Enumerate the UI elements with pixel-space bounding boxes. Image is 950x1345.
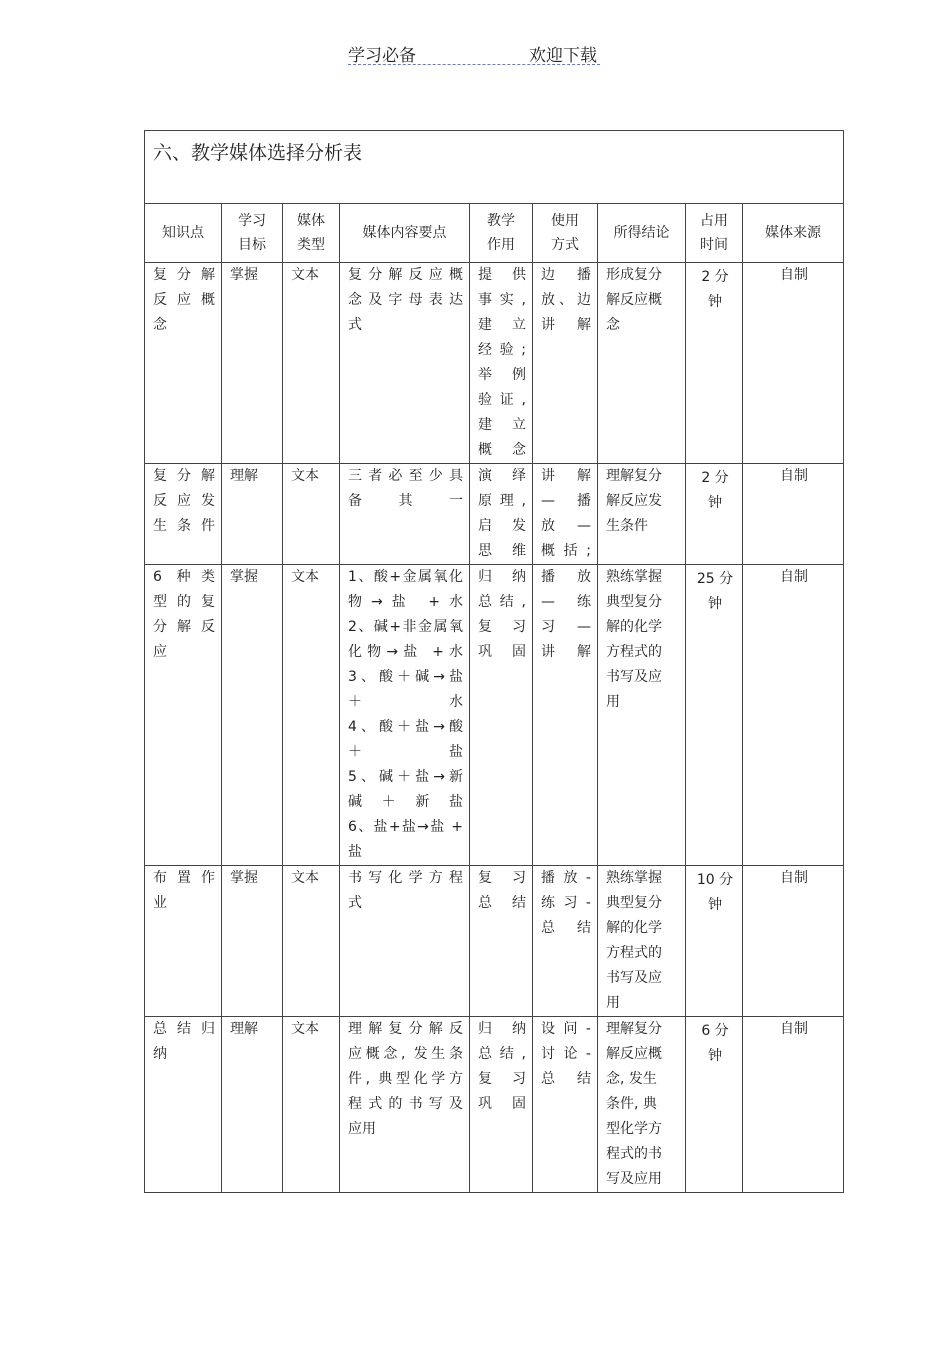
column-header-text: 类型 bbox=[297, 237, 325, 253]
source-cell: 自制 bbox=[743, 464, 844, 565]
role-cell-line: 总结 bbox=[478, 895, 526, 911]
page-header bbox=[348, 40, 600, 65]
role-cell-line: 复习 bbox=[478, 1071, 526, 1087]
method-cell-line: —播 bbox=[541, 493, 591, 509]
role-cell-line: 复习 bbox=[478, 619, 526, 635]
time-cell-line: 钟 bbox=[708, 897, 722, 913]
goal-cell: 理解 bbox=[222, 464, 283, 565]
method-cell-line: 播放- bbox=[541, 870, 591, 886]
role-cell-line: 验证, bbox=[478, 392, 526, 408]
conclusion-cell-line: 熟练掌握 bbox=[606, 569, 662, 585]
knowledge-cell-line: 复分解 bbox=[153, 468, 215, 484]
table-title: 六、教学媒体选择分析表 bbox=[145, 131, 844, 204]
content-cell-line: 复分解反应概 bbox=[348, 267, 463, 283]
conclusion-cell-line: 念 bbox=[606, 317, 620, 333]
column-header-text: 所得结论 bbox=[613, 225, 670, 241]
method-cell bbox=[533, 1017, 598, 1193]
content-cell-line: 备其一 bbox=[348, 493, 463, 509]
method-cell bbox=[533, 565, 598, 866]
content-cell-line: 2、碱+非金属氧 bbox=[348, 619, 463, 635]
column-header-text: 方式 bbox=[551, 237, 579, 253]
type-cell: 文本 bbox=[283, 565, 340, 866]
content-cell bbox=[340, 464, 470, 565]
content-cell bbox=[340, 866, 470, 1017]
method-cell-line: 放— bbox=[541, 518, 591, 534]
conclusion-cell-line: 程式的书 bbox=[606, 1146, 662, 1162]
method-cell-line: 边播 bbox=[541, 267, 591, 283]
role-cell bbox=[470, 1017, 533, 1193]
column-header bbox=[686, 204, 743, 263]
content-cell-line: 碱＋新盐 bbox=[348, 794, 463, 810]
table-header-row bbox=[145, 204, 844, 263]
role-cell bbox=[470, 866, 533, 1017]
type-cell: 文本 bbox=[283, 1017, 340, 1193]
column-header-text: 时间 bbox=[700, 237, 728, 253]
source-cell: 自制 bbox=[743, 263, 844, 464]
conclusion-cell-line: 写及应用 bbox=[606, 1171, 662, 1187]
goal-cell: 掌握 bbox=[222, 263, 283, 464]
role-cell-line: 总结, bbox=[478, 594, 526, 610]
role-cell-line: 演绎 bbox=[478, 468, 526, 484]
type-cell: 文本 bbox=[283, 866, 340, 1017]
column-header bbox=[470, 204, 533, 263]
conclusion-cell-line: 理解复分 bbox=[606, 468, 662, 484]
type-cell: 文本 bbox=[283, 263, 340, 464]
time-cell bbox=[686, 866, 743, 1017]
content-cell-line: 化物→盐 +水 bbox=[348, 644, 463, 660]
method-cell-line: 讨论- bbox=[541, 1046, 591, 1062]
column-header-text: 使用 bbox=[551, 213, 579, 229]
column-header bbox=[533, 204, 598, 263]
source-cell: 自制 bbox=[743, 1017, 844, 1193]
role-cell-line: 巩固 bbox=[478, 1096, 526, 1112]
role-cell-line: 归纳 bbox=[478, 1021, 526, 1037]
content-cell bbox=[340, 263, 470, 464]
content-cell-line: 4、酸＋盐→酸 bbox=[348, 719, 463, 735]
table-row bbox=[145, 866, 844, 1017]
conclusion-cell-line: 熟练掌握 bbox=[606, 870, 662, 886]
column-header-text: 占用 bbox=[700, 213, 728, 229]
content-cell-line: 式 bbox=[348, 895, 362, 911]
content-cell-line: 1、酸+金属氧化 bbox=[348, 569, 463, 585]
header-right-text: 欢迎下载 bbox=[529, 46, 597, 66]
knowledge-cell bbox=[145, 263, 222, 464]
source-cell: 自制 bbox=[743, 565, 844, 866]
conclusion-cell bbox=[598, 866, 686, 1017]
column-header-text: 目标 bbox=[238, 237, 266, 253]
method-cell-line: 习— bbox=[541, 619, 591, 635]
knowledge-cell bbox=[145, 565, 222, 866]
column-header bbox=[743, 204, 844, 263]
content-cell bbox=[340, 1017, 470, 1193]
conclusion-cell-line: 方程式的 bbox=[606, 644, 662, 660]
header-left-text: 学习必备 bbox=[348, 46, 416, 66]
content-cell-line: 式 bbox=[348, 317, 362, 333]
knowledge-cell-line: 业 bbox=[153, 895, 167, 911]
role-cell bbox=[470, 464, 533, 565]
knowledge-cell-line: 应 bbox=[153, 644, 167, 660]
content-cell-line: 3、酸＋碱→盐 bbox=[348, 669, 463, 685]
source-cell: 自制 bbox=[743, 866, 844, 1017]
conclusion-cell-line: 形成复分 bbox=[606, 267, 662, 283]
column-header-text: 知识点 bbox=[162, 225, 204, 241]
column-header-text: 教学 bbox=[487, 213, 515, 229]
time-cell-line: 2 分 bbox=[701, 470, 729, 486]
column-header bbox=[598, 204, 686, 263]
conclusion-cell bbox=[598, 565, 686, 866]
conclusion-cell-line: 典型复分 bbox=[606, 895, 662, 911]
knowledge-cell bbox=[145, 1017, 222, 1193]
conclusion-cell-line: 书写及应 bbox=[606, 970, 662, 986]
knowledge-cell-line: 反应概 bbox=[153, 292, 215, 308]
conclusion-cell-line: 理解复分 bbox=[606, 1021, 662, 1037]
conclusion-cell-line: 念, 发生 bbox=[606, 1071, 657, 1087]
conclusion-cell-line: 方程式的 bbox=[606, 945, 662, 961]
content-cell-line: 应概念, 发生条 bbox=[348, 1046, 463, 1062]
conclusion-cell bbox=[598, 263, 686, 464]
content-cell-line: ＋盐 bbox=[348, 744, 463, 760]
content-cell-line: 盐 bbox=[348, 844, 362, 860]
conclusion-cell-line: 解反应发 bbox=[606, 493, 662, 509]
column-header bbox=[145, 204, 222, 263]
content-cell bbox=[340, 565, 470, 866]
method-cell-line: 讲解 bbox=[541, 468, 591, 484]
method-cell-line: 讲解 bbox=[541, 317, 591, 333]
conclusion-cell-line: 解反应概 bbox=[606, 292, 662, 308]
role-cell-line: 举例 bbox=[478, 367, 526, 383]
conclusion-cell-line: 解的化学 bbox=[606, 920, 662, 936]
column-header-text: 学习 bbox=[238, 213, 266, 229]
method-cell-line: 播放 bbox=[541, 569, 591, 585]
conclusion-cell-line: 用 bbox=[606, 694, 620, 710]
method-cell bbox=[533, 263, 598, 464]
method-cell bbox=[533, 866, 598, 1017]
conclusion-cell-line: 用 bbox=[606, 995, 620, 1011]
column-header-text: 媒体来源 bbox=[765, 225, 822, 241]
content-cell-line: 书写化学方程 bbox=[348, 870, 463, 886]
time-cell bbox=[686, 464, 743, 565]
content-cell-line: 件, 典型化学方 bbox=[348, 1071, 463, 1087]
role-cell-line: 提供 bbox=[478, 267, 526, 283]
role-cell-line: 启发 bbox=[478, 518, 526, 534]
time-cell-line: 10 分 bbox=[696, 872, 734, 888]
conclusion-cell-line: 型化学方 bbox=[606, 1121, 662, 1137]
table-row bbox=[145, 1017, 844, 1193]
role-cell-line: 复习 bbox=[478, 870, 526, 886]
goal-cell: 掌握 bbox=[222, 565, 283, 866]
method-cell-line: 概括; bbox=[541, 543, 591, 559]
media-analysis-table bbox=[144, 130, 844, 1193]
knowledge-cell-line: 反应发 bbox=[153, 493, 215, 509]
role-cell-line: 概念 bbox=[478, 442, 526, 458]
conclusion-cell-line: 生条件 bbox=[606, 518, 648, 534]
conclusion-cell-line: 典型复分 bbox=[606, 594, 662, 610]
knowledge-cell bbox=[145, 866, 222, 1017]
content-cell-line: 6、盐+盐→盐 + bbox=[348, 819, 463, 835]
knowledge-cell-line: 纳 bbox=[153, 1046, 167, 1062]
knowledge-cell-line: 型的复 bbox=[153, 594, 215, 610]
role-cell-line: 巩固 bbox=[478, 644, 526, 660]
time-cell-line: 钟 bbox=[708, 294, 722, 310]
method-cell-line: —练 bbox=[541, 594, 591, 610]
role-cell-line: 事实, bbox=[478, 292, 526, 308]
content-cell-line: ＋水 bbox=[348, 694, 463, 710]
time-cell-line: 钟 bbox=[708, 1048, 722, 1064]
method-cell-line: 放、边 bbox=[541, 292, 591, 308]
conclusion-cell bbox=[598, 1017, 686, 1193]
role-cell-line: 归纳 bbox=[478, 569, 526, 585]
table-row bbox=[145, 565, 844, 866]
time-cell-line: 25 分 bbox=[696, 571, 734, 587]
time-cell-line: 2 分 bbox=[701, 269, 729, 285]
table-row bbox=[145, 464, 844, 565]
table-row bbox=[145, 263, 844, 464]
conclusion-cell-line: 解反应概 bbox=[606, 1046, 662, 1062]
method-cell-line: 练习- bbox=[541, 895, 591, 911]
knowledge-cell-line: 布置作 bbox=[153, 870, 215, 886]
knowledge-cell-line: 6 种类 bbox=[153, 569, 215, 585]
conclusion-cell-line: 解的化学 bbox=[606, 619, 662, 635]
content-cell-line: 应用 bbox=[348, 1121, 376, 1137]
role-cell-line: 建立 bbox=[478, 417, 526, 433]
goal-cell: 掌握 bbox=[222, 866, 283, 1017]
conclusion-cell-line: 条件, 典 bbox=[606, 1096, 657, 1112]
knowledge-cell-line: 分解反 bbox=[153, 619, 215, 635]
role-cell-line: 原理, bbox=[478, 493, 526, 509]
time-cell bbox=[686, 565, 743, 866]
role-cell bbox=[470, 565, 533, 866]
method-cell-line: 讲解 bbox=[541, 644, 591, 660]
content-cell-line: 程式的书写及 bbox=[348, 1096, 463, 1112]
knowledge-cell bbox=[145, 464, 222, 565]
content-cell-line: 理解复分解反 bbox=[348, 1021, 463, 1037]
time-cell bbox=[686, 263, 743, 464]
conclusion-cell bbox=[598, 464, 686, 565]
time-cell-line: 钟 bbox=[708, 495, 722, 511]
knowledge-cell-line: 总结归 bbox=[153, 1021, 215, 1037]
role-cell-line: 思维 bbox=[478, 543, 526, 559]
column-header-text: 作用 bbox=[487, 237, 515, 253]
column-header-text: 媒体内容要点 bbox=[362, 225, 447, 241]
content-cell-line: 念及字母表达 bbox=[348, 292, 463, 308]
conclusion-cell-line: 书写及应 bbox=[606, 669, 662, 685]
knowledge-cell-line: 生条件 bbox=[153, 518, 215, 534]
method-cell-line: 设问- bbox=[541, 1021, 591, 1037]
role-cell bbox=[470, 263, 533, 464]
content-cell-line: 三者必至少具 bbox=[348, 468, 463, 484]
time-cell bbox=[686, 1017, 743, 1193]
method-cell-line: 总结 bbox=[541, 1071, 591, 1087]
method-cell bbox=[533, 464, 598, 565]
column-header bbox=[222, 204, 283, 263]
time-cell-line: 6 分 bbox=[701, 1023, 729, 1039]
time-cell-line: 钟 bbox=[708, 596, 722, 612]
content-cell-line: 5、碱＋盐→新 bbox=[348, 769, 463, 785]
goal-cell: 理解 bbox=[222, 1017, 283, 1193]
type-cell: 文本 bbox=[283, 464, 340, 565]
content-cell-line: 物→盐 +水 bbox=[348, 594, 463, 610]
column-header bbox=[283, 204, 340, 263]
role-cell-line: 建立 bbox=[478, 317, 526, 333]
column-header bbox=[340, 204, 470, 263]
knowledge-cell-line: 念 bbox=[153, 317, 167, 333]
role-cell-line: 经验; bbox=[478, 342, 526, 358]
role-cell-line: 总结, bbox=[478, 1046, 526, 1062]
knowledge-cell-line: 复分解 bbox=[153, 267, 215, 283]
column-header-text: 媒体 bbox=[297, 213, 325, 229]
method-cell-line: 总结 bbox=[541, 920, 591, 936]
